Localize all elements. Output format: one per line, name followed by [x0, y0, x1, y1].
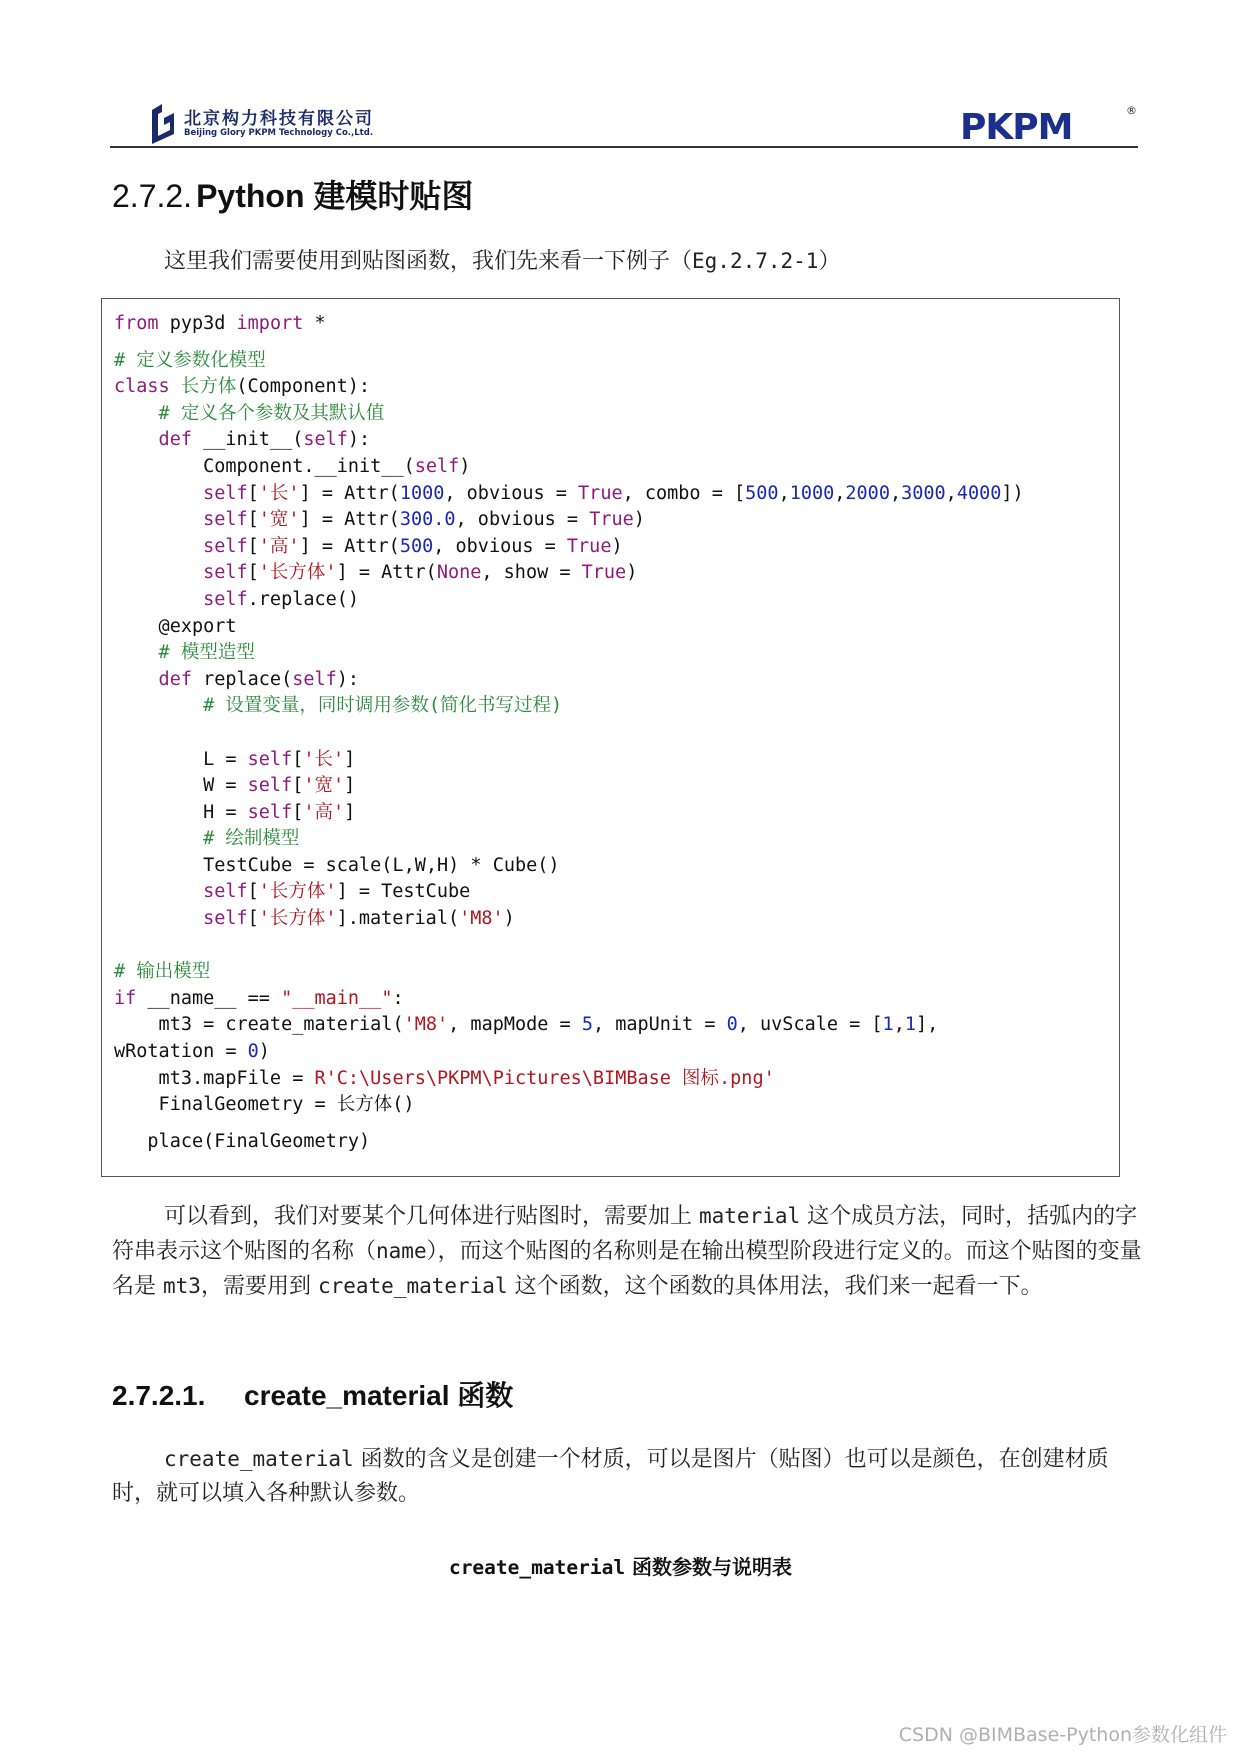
- code-block: [101, 298, 1120, 1177]
- registered-mark: ®: [1126, 104, 1137, 117]
- section-number: 2.7.2.: [112, 178, 193, 214]
- inline-code-mt3: mt3: [163, 1274, 201, 1298]
- table-caption: create_material 函数参数与说明表: [448, 1555, 793, 1579]
- header-divider: [110, 146, 1138, 148]
- company-name-en: Beijing Glory PKPM Technology Co.,Ltd.: [184, 128, 374, 138]
- watermark: CSDN @BIMBase-Python参数化组件: [898, 1724, 1227, 1746]
- code-listing: from pyp3d import * # 定义参数化模型 class 长方体(Component): # 定义各个参数及其默认值 def __init__(self): Component.__init__(self) self['长'] = Attr(1000, obvious = True, combo = [500,1000,2000,3000,4000]) self['宽'] = Attr(300.0, obvious = True) self['高'] = Attr(500, obvious = True) self['长方体'] = Attr(None, show = True) self.replace() @export # 模型造型 def replace(self): # 设置变量，同时调用参数(简化书写过程) L = self['长'] W = self['宽'] H = self['高'] # 绘制模型 TestCube = scale(L,W,H) * Cube() self['长方体'] = TestCube self['长方体'].material('M8') # 输出模型 if __name__ == "__main__": mt3 = create_material('M8', mapMode = 5, mapUnit = 0, uvScale = [1,1], wRotation = 0) mt3.mapFile = R'C:\Users\PKPM\Pictures\BIMBase 图标.png' FinalGeometry = 长方体() place(FinalGeometry): [114, 313, 1024, 1152]
- inline-code-create-material-2: create_material: [164, 1447, 354, 1471]
- section-heading: [112, 176, 473, 216]
- pkpm-logo: [960, 104, 1140, 148]
- company-logo: [148, 100, 448, 148]
- inline-code-name: name: [376, 1239, 427, 1263]
- example-ref: Eg.2.7.2-1: [692, 249, 819, 273]
- glory-logo-icon: [148, 102, 176, 146]
- section-title: Python 建模时贴图: [196, 178, 474, 214]
- inline-code-create-material: create_material: [317, 1274, 508, 1298]
- description-paragraph: create_material 函数的含义是创建一个材质，可以是图片（贴图）也可以是颜色，在创建材质时，就可以填入各种默认参数。: [112, 1447, 1109, 1506]
- inline-code-material: material: [699, 1204, 801, 1228]
- brand-name: PKPM: [960, 107, 1073, 148]
- subsection-heading: [112, 1378, 513, 1414]
- explanation-paragraph: 可以看到，我们对要某个几何体进行贴图时，需要加上 material 这个成员方法，同时，括弧内的字符串表示这个贴图的名称（name），而这个贴图的名称则是在输出模型阶段进行定义的。而这个贴图的变量名是 mt3，需要用到 create_material 这个函数，这个函数的具体用法，我们来一起看一下。: [112, 1204, 1142, 1299]
- intro-tail: ）: [818, 249, 841, 274]
- intro-text: 这里我们需要使用到贴图函数，我们先来看一下例子（: [164, 249, 693, 274]
- subsection-number: 2.7.2.1.: [112, 1380, 206, 1411]
- subsection-title: create_material 函数: [244, 1380, 514, 1411]
- intro-paragraph: [112, 244, 1142, 279]
- company-name-cn: 北京构力科技有限公司: [184, 109, 374, 129]
